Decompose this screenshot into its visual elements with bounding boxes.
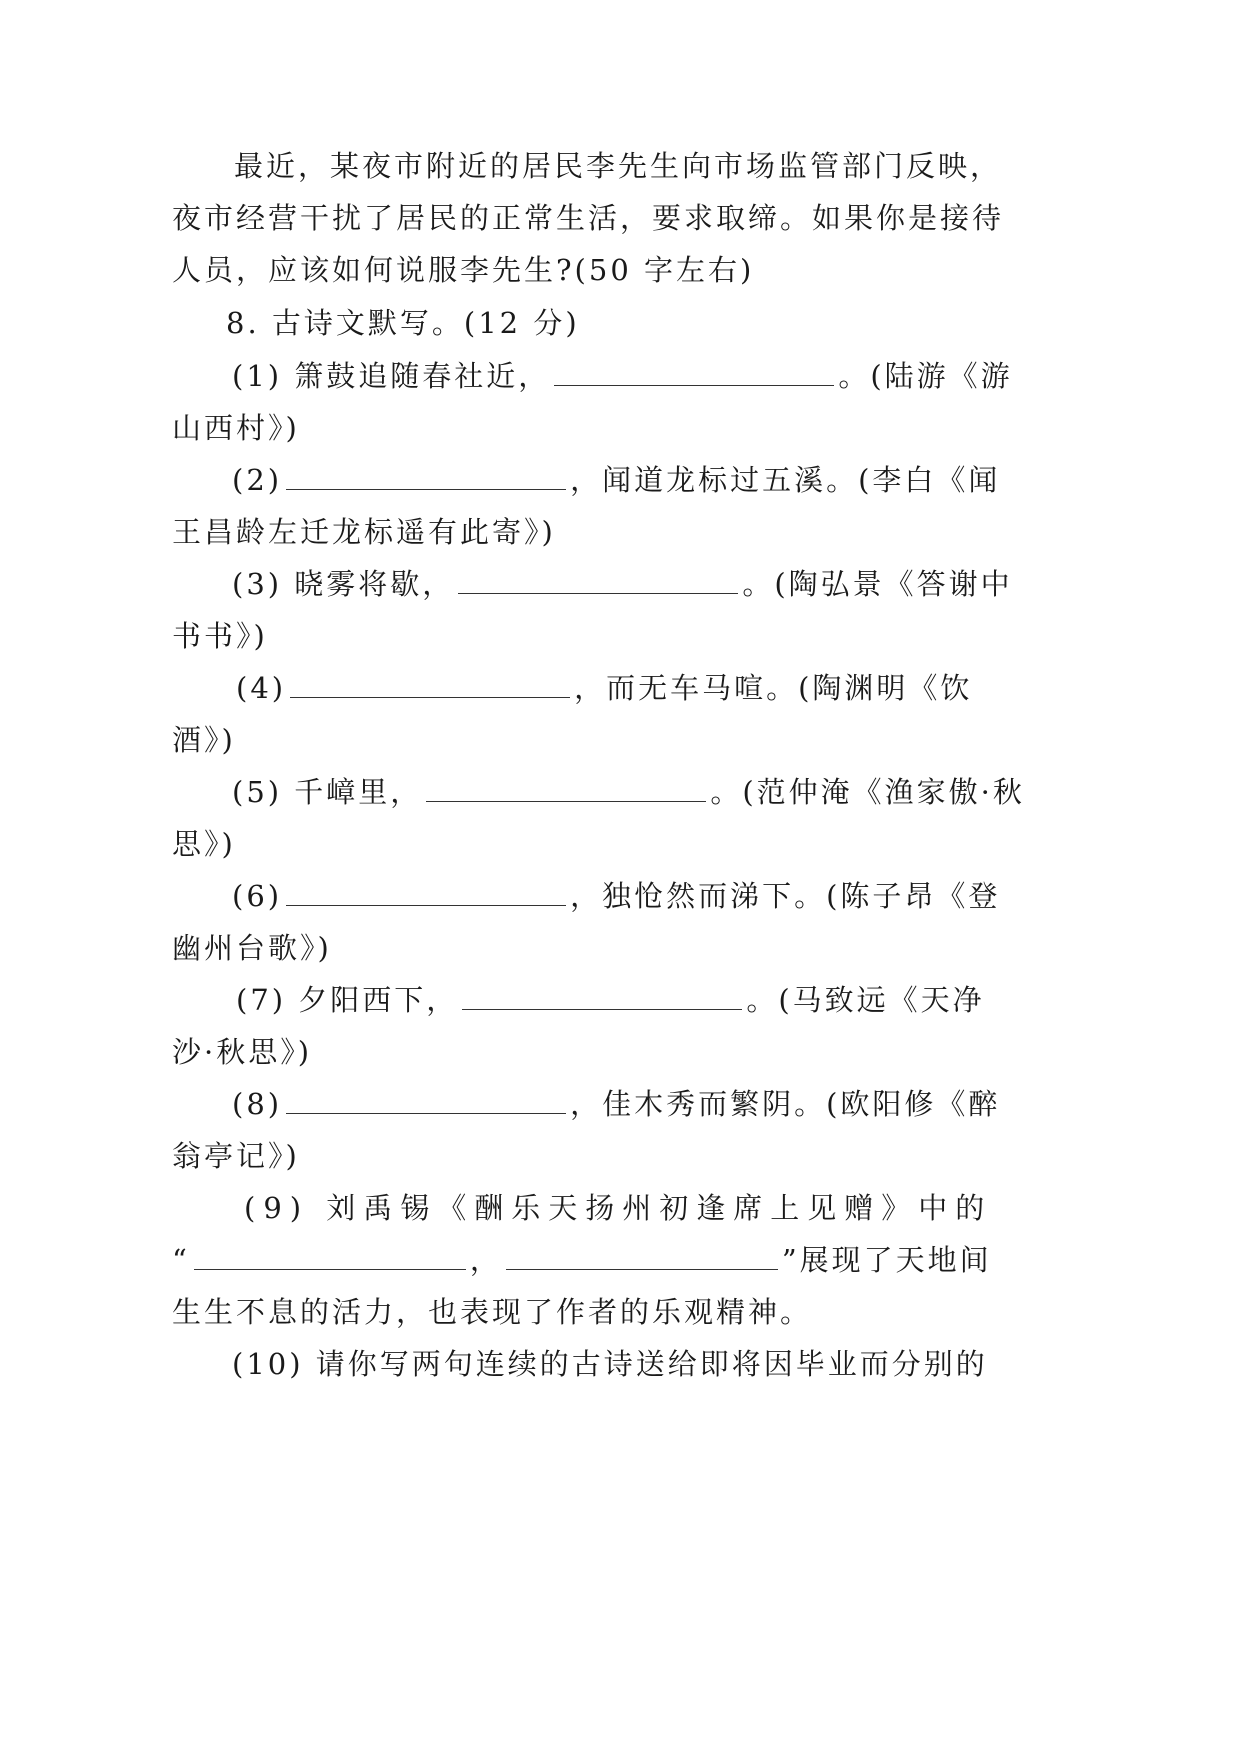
item-2-prefix: (2) [232, 463, 283, 497]
item-5-prefix: (5) 千嶂里， [232, 775, 423, 809]
item-9-line-3: 生生不息的活力，也表现了作者的乐观精神。 [172, 1295, 813, 1329]
item-4-suffix: ，而无车马喧。(陶渊明《饮 [574, 671, 973, 705]
item-9-close: ”展现了天地间 [781, 1243, 992, 1277]
intro-line-1: 最近，某夜市附近的居民李先生向市场监管部门反映， [234, 149, 1003, 183]
item-5-continuation: 思》) [172, 827, 236, 861]
item-8-line [232, 1084, 1000, 1124]
answer-blank-1[interactable] [554, 357, 834, 386]
item-1-continuation: 山西村》) [172, 411, 300, 445]
item-2-line [232, 460, 1000, 500]
item-8-prefix: (8) [232, 1087, 283, 1121]
item-9-comma: ， [469, 1243, 502, 1277]
intro-line-2: 夜市经营干扰了居民的正常生活，要求取缔。如果你是接待 [172, 201, 1005, 235]
answer-blank-9b[interactable] [506, 1241, 778, 1270]
item-3-line [232, 564, 1013, 604]
item-6-line [232, 876, 1000, 916]
item-1-suffix: 。(陆游《游 [838, 359, 1013, 393]
item-3-continuation: 书书》) [172, 619, 268, 653]
item-4-line [236, 668, 972, 708]
item-3-prefix: (3) 晓雾将歇， [232, 567, 455, 601]
item-6-prefix: (6) [232, 879, 283, 913]
item-9-line-2 [172, 1240, 992, 1280]
answer-blank-8[interactable] [286, 1085, 566, 1114]
item-5-suffix: 。(范仲淹《渔家傲·秋 [710, 775, 1025, 809]
answer-blank-4[interactable] [290, 669, 570, 698]
intro-line-3: 人员，应该如何说服李先生?(50 字左右) [172, 253, 755, 287]
item-7-suffix: 。(马致远《天净 [746, 983, 985, 1017]
answer-blank-2[interactable] [286, 461, 566, 490]
item-6-continuation: 幽州台歌》) [172, 931, 332, 965]
answer-blank-5[interactable] [426, 773, 706, 802]
item-7-line [236, 980, 985, 1020]
question-8-title: 8. 古诗文默写。(12 分) [226, 306, 580, 340]
item-6-suffix: ，独怆然而涕下。(陈子昂《登 [570, 879, 1001, 913]
item-4-prefix: (4) [236, 671, 287, 705]
item-5-line [232, 772, 1025, 812]
item-2-continuation: 王昌龄左迁龙标遥有此寄》) [172, 515, 556, 549]
item-8-suffix: ，佳木秀而繁阴。(欧阳修《醉 [570, 1087, 1001, 1121]
item-8-continuation: 翁亭记》) [172, 1139, 300, 1173]
item-10-line: (10) 请你写两句连续的古诗送给即将因毕业而分别的 [232, 1347, 988, 1381]
answer-blank-7[interactable] [462, 981, 742, 1010]
item-1-line [232, 356, 1013, 396]
item-3-suffix: 。(陶弘景《答谢中 [742, 567, 1013, 601]
answer-blank-3[interactable] [458, 565, 738, 594]
answer-blank-9a[interactable] [194, 1241, 466, 1270]
item-9-line-1: (9) 刘禹锡《酬乐天扬州初逢席上见赠》中的 [244, 1191, 993, 1225]
item-1-prefix: (1) 箫鼓追随春社近， [232, 359, 551, 393]
item-2-suffix: ，闻道龙标过五溪。(李白《闻 [570, 463, 1001, 497]
item-7-prefix: (7) 夕阳西下， [236, 983, 459, 1017]
item-7-continuation: 沙·秋思》) [172, 1035, 313, 1069]
answer-blank-6[interactable] [286, 877, 566, 906]
item-4-continuation: 酒》) [172, 723, 236, 757]
open-quote: “ [172, 1243, 190, 1277]
